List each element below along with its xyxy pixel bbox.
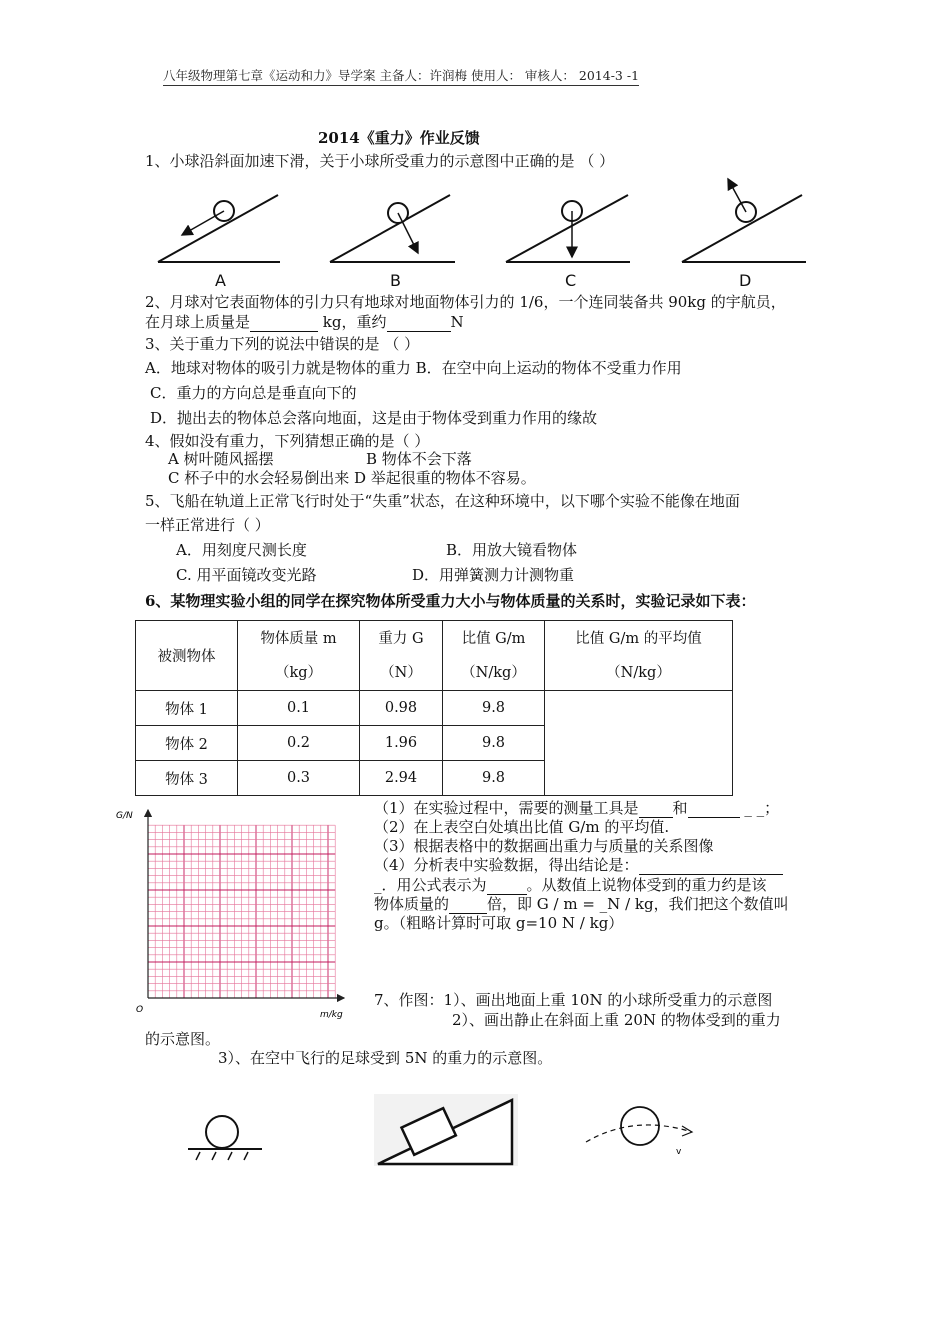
- question-7-line2: 2）、画出静止在斜面上重 20N 的物体受到的重力: [452, 1011, 781, 1029]
- question-7-line3: 的示意图。: [145, 1030, 221, 1048]
- graph-grid: [148, 825, 335, 998]
- q6-sub2: （2）在上表空白处填出比值 G/m 的平均值.: [374, 818, 670, 836]
- question-3-options-ab: A．地球对物体的吸引力就是物体的重力 B．在空中向上运动的物体不受重力作用: [145, 359, 682, 377]
- table-header: 比值 G/m （N/kg）: [443, 621, 545, 691]
- origin-label: O: [136, 1005, 144, 1015]
- blank-moon-mass[interactable]: [250, 313, 318, 332]
- option-b-label: B: [390, 271, 401, 290]
- question-5-line2: 一样正常进行（ ）: [145, 516, 270, 534]
- option-c-label: C: [565, 271, 577, 290]
- q6-sub4-line2: _．用公式表示为 。从数值上说物体受到的重力约是该: [374, 876, 767, 894]
- question-5-option-b: B．用放大镜看物体: [446, 541, 578, 559]
- blank-conclusion[interactable]: [639, 856, 783, 875]
- question-7-line4: 3）、在空中飞行的足球受到 5N 的重力的示意图。: [218, 1049, 553, 1067]
- question-7-line1: 7、作图：1）、画出地面上重 10N 的小球所受重力的示意图: [374, 991, 773, 1009]
- ball-on-ground-figure[interactable]: [186, 1110, 266, 1162]
- q1-options-figure: [150, 175, 830, 293]
- option-a-label: A: [215, 271, 226, 290]
- blank-tool-2[interactable]: [688, 799, 740, 818]
- football-flight-figure[interactable]: [584, 1102, 704, 1158]
- table-header: 物体质量 m （kg）: [238, 621, 360, 691]
- q6-sub4-line1: （4）分析表中实验数据，得出结论是：: [374, 854, 783, 875]
- option-c-diagram: [506, 195, 630, 262]
- question-1-stem: 1、小球沿斜面加速下滑，关于小球所受重力的示意图中正确的是 （ ）: [145, 152, 615, 170]
- question-3-option-c: C．重力的方向总是垂直向下的: [150, 384, 357, 402]
- table-header: 比值 G/m 的平均值 （N/kg）: [545, 621, 733, 691]
- table-row: 物体 3 0.3 2.94 9.8: [136, 761, 733, 796]
- page-header: 八年级物理第七章《运动和力》导学案 主备人：许润梅 使用人： 审核人： 2014-3 -1: [163, 66, 639, 86]
- question-5-option-a: A．用刻度尺测长度: [176, 541, 307, 559]
- blank-moon-weight[interactable]: [387, 313, 451, 332]
- q6-sub3: （3）根据表格中的数据画出重力与质量的关系图像: [374, 837, 714, 855]
- question-4-option-a: A 树叶随风摇摆: [168, 450, 274, 468]
- question-4-option-b: B 物体不会下落: [366, 450, 472, 468]
- question-3-stem: 3、关于重力下列的说法中错误的是 （ ）: [145, 335, 420, 353]
- option-a-diagram: [158, 195, 280, 262]
- question-2-line2: 在月球上质量是 kg，重约 N: [145, 313, 464, 331]
- x-axis-label: m/kg: [320, 1010, 343, 1020]
- table-row: 物体 2 0.2 1.96 9.8: [136, 726, 733, 761]
- question-5-option-d: D．用弹簧测力计测物重: [412, 566, 575, 584]
- y-axis-label: G/N: [116, 811, 133, 821]
- option-d-diagram: [682, 179, 806, 262]
- average-answer-cell[interactable]: [545, 691, 733, 796]
- question-2-line1: 2、月球对它表面物体的引力只有地球对地面物体引力的 1/6，一个连同装备共 90kg 的宇航员，: [145, 293, 786, 311]
- question-5-line1: 5、飞船在轨道上正常飞行时处于“失重”状态，在这种环境中，以下哪个实验不能像在地面: [145, 492, 740, 510]
- table-header-row: [136, 621, 733, 691]
- velocity-label: v: [676, 1147, 682, 1157]
- question-4-stem: 4、假如没有重力，下列猜想正确的是（ ）: [145, 432, 430, 450]
- question-4-options-cd: C 杯子中的水会轻易倒出来 D 举起很重的物体不容易。: [168, 469, 536, 487]
- option-b-diagram: [330, 195, 455, 262]
- table-row: 物体 1 0.1 0.98 9.8: [136, 691, 733, 726]
- question-6-stem: 6、某物理实验小组的同学在探究物体所受重力大小与物体质量的关系时，实验记录如下表：: [145, 592, 756, 610]
- option-d-label: D: [739, 271, 752, 290]
- question-5-option-c: C. 用平面镜改变光路: [176, 566, 317, 584]
- table-header: 重力 G （N）: [360, 621, 443, 691]
- q6-sub4-line4: g。（粗略计算时可取 g=10 N / kg）: [374, 914, 624, 932]
- q6-sub1: （1）在实验过程中，需要的测量工具是 和 _ _；: [374, 799, 780, 817]
- q6-sub4-line3: 物体质量的 倍，即 G / m = _N / kg，我们把这个数值叫: [374, 895, 789, 913]
- page-title: 2014《重力》作业反馈: [318, 129, 480, 147]
- block-on-incline-figure[interactable]: [372, 1092, 520, 1168]
- table-header: 被测物体: [136, 621, 238, 691]
- g-m-graph[interactable]: [112, 802, 352, 1024]
- data-table: [135, 620, 733, 796]
- question-3-option-d: D．抛出去的物体总会落向地面，这是由于物体受到重力作用的缘故: [150, 409, 598, 427]
